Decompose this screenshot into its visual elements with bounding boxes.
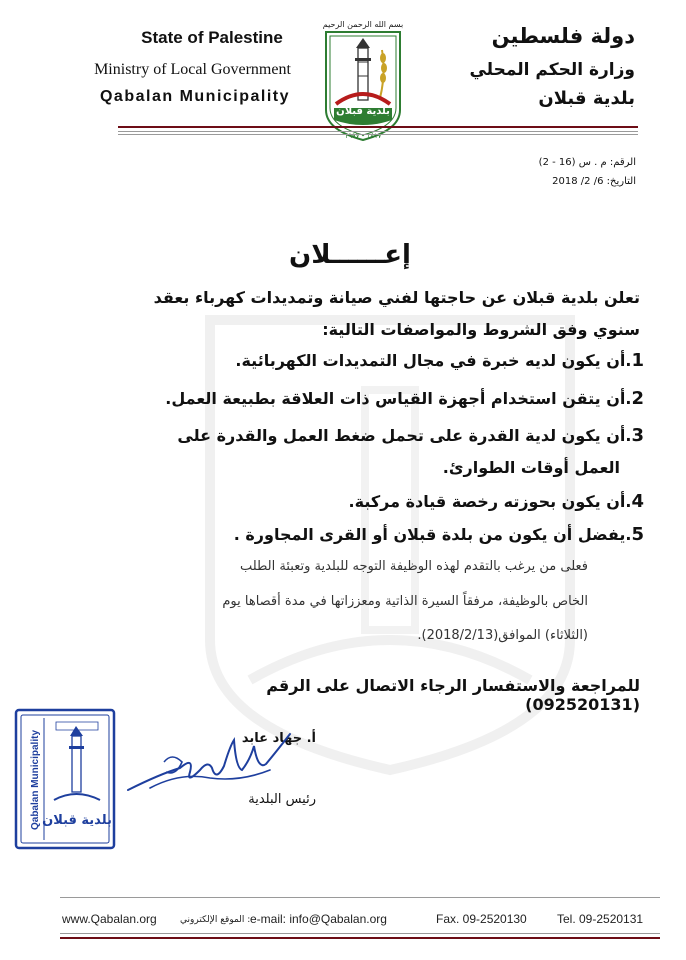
logo-bismillah: بسم الله الرحمن الرحيم xyxy=(322,20,404,29)
footer-divider-top xyxy=(60,897,660,898)
condition-text: .يفضل أن يكون من بلدة قبلان أو القرى المجاورة . xyxy=(233,525,632,544)
footer-fax: Fax. 09-2520130 xyxy=(436,912,527,926)
arabic-municipality-name: بلدية قبلان xyxy=(538,88,635,109)
condition-item xyxy=(60,388,644,409)
english-ministry-name: Ministry of Local Government xyxy=(94,61,291,78)
logo-years: ١٤١٧ - ١٩٩٧ xyxy=(344,132,382,140)
condition-number: 5 xyxy=(631,524,644,545)
condition-text: .أن يكون لديه خبرة في مجال التمديدات الكهربائية. xyxy=(235,351,632,370)
condition-number: 2 xyxy=(631,388,644,409)
english-state-name: State of Palestine xyxy=(141,28,283,47)
stamp-english-text: Qabalan Municipality xyxy=(30,729,41,831)
header-divider-thin-2 xyxy=(118,134,638,135)
condition-item xyxy=(60,524,644,545)
condition-3-continuation: العمل أوقات الطوارئ. xyxy=(442,458,620,477)
footer-divider-maroon xyxy=(60,937,660,939)
document-date: التاريخ: 6/ 2/ 2018 xyxy=(552,176,636,187)
condition-item xyxy=(60,350,644,371)
arabic-ministry-name: وزارة الحكم المحلي xyxy=(469,60,635,80)
footer-telephone: Tel. 09-2520131 xyxy=(557,912,644,926)
apply-line-1: فعلى من يرغب بالتقدم لهذه الوظيفة التوجه للبلدية وتعبئة الطلب xyxy=(239,559,588,574)
stamp-arabic-text: بلدية قبلان xyxy=(42,813,112,828)
signer-title: رئيس البلدية xyxy=(248,792,316,807)
handwritten-signature xyxy=(120,712,300,802)
condition-text: .أن يكون بحوزته رخصة قيادة مركبة. xyxy=(348,492,632,511)
footer-email[interactable]: e-mail: info@Qabalan.org xyxy=(250,912,387,926)
contact-line: للمراجعة والاستفسار الرجاء الاتصال على الرقم (092520131) xyxy=(266,676,640,714)
arabic-state-name: دولة فلسطين xyxy=(491,24,635,48)
condition-item xyxy=(60,491,644,512)
condition-text: .أن يكون لدية القدرة على تحمل ضغط العمل والقدرة على xyxy=(177,426,632,445)
footer-divider-thin xyxy=(60,933,660,934)
header-divider-thin xyxy=(118,131,638,132)
header-divider-maroon xyxy=(118,126,638,128)
intro-line-2: سنوي وفق الشروط والمواصفات التالية: xyxy=(322,320,640,339)
condition-number: 3 xyxy=(631,425,644,446)
condition-item xyxy=(60,425,644,446)
footer-website-label: : الموقع الإلكتروني xyxy=(180,915,251,925)
apply-line-3: (الثلاثاء) الموافق(2018/2/13). xyxy=(417,628,588,643)
signer-name: أ. جهاد عابد xyxy=(241,731,316,746)
intro-line-1: تعلن بلدية قبلان عن حاجتها لفني صيانة وتمديدات كهرباء بعقد xyxy=(153,288,640,307)
condition-text: .أن يتقن استخدام أجهزة القياس ذات العلاقة بطبيعة العمل. xyxy=(165,389,632,408)
announcement-title: إعــــــلان xyxy=(289,240,411,270)
logo-municipality-name: بلدية قبلان xyxy=(336,106,390,117)
english-municipality-name: Qabalan Municipality xyxy=(99,88,291,105)
apply-line-2: الخاص بالوظيفة، مرفقاً السيرة الذاتية ومعززاتها في مدة أقصاها يوم xyxy=(222,594,588,609)
condition-number: 4 xyxy=(631,491,644,512)
footer-website[interactable]: www.Qabalan.org xyxy=(62,912,157,926)
condition-number: 1 xyxy=(631,350,644,371)
municipality-logo xyxy=(320,18,406,142)
stamp-lettering xyxy=(14,708,116,850)
reference-number: الرقم: م . س (16 - 2) xyxy=(538,157,636,168)
